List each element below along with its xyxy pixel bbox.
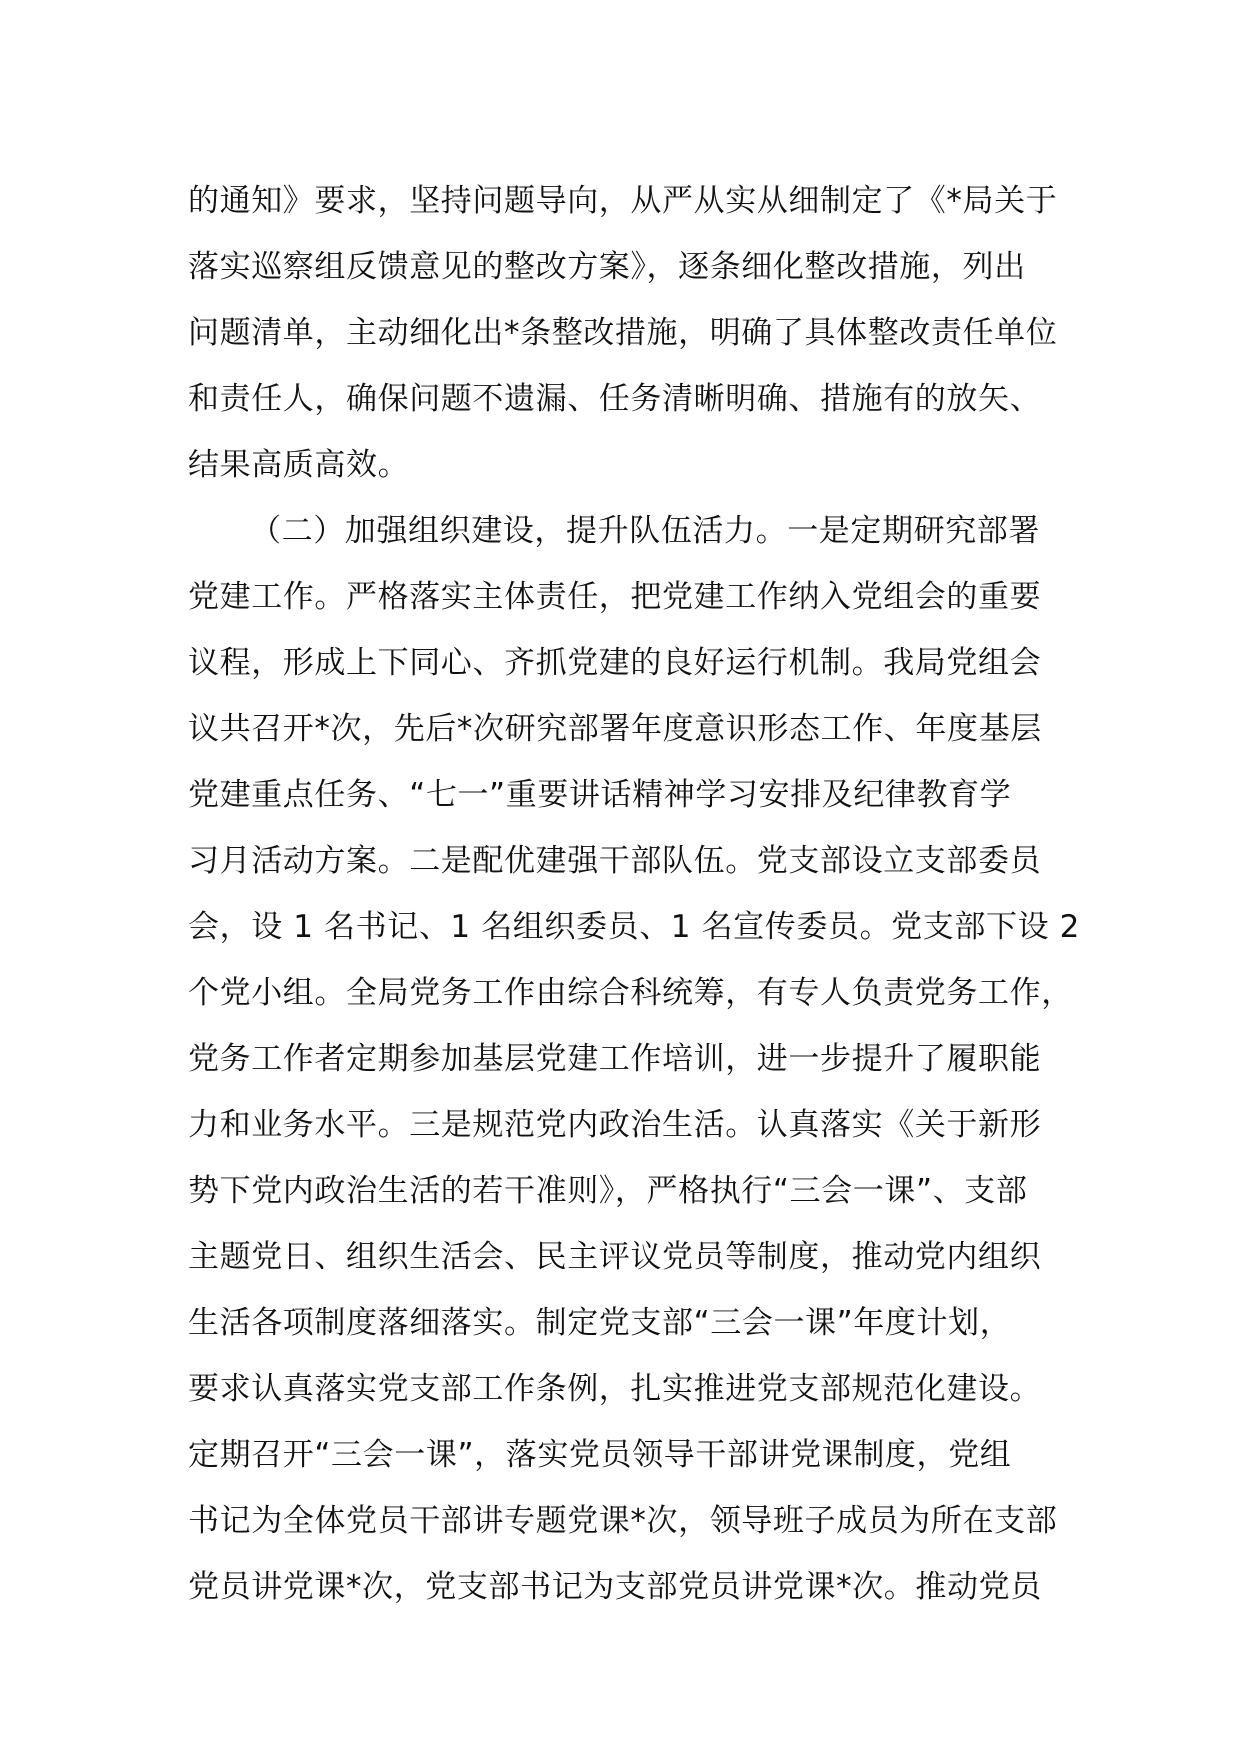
- text-line: 党员讲党课*次，党支部书记为支部党员讲党课*次。推动党员: [188, 1569, 1042, 1605]
- text-line: 落实巡察组反馈意见的整改方案》，逐条细化整改措施，列出: [188, 249, 1026, 285]
- text-line: 会，设 1 名书记、1 名组织委员、1 名宣传委员。党支部下设 2: [188, 909, 1080, 945]
- text-line: 习月活动方案。二是配优建强干部队伍。党支部设立支部委员: [188, 843, 1042, 879]
- text-line: 议共召开*次，先后*次研究部署年度意识形态工作、年度基层: [188, 711, 1042, 747]
- text-line: 势下党内政治生活的若干准则》，严格执行“三会一课”、支部: [188, 1173, 1028, 1209]
- text-line: 党建重点任务、“七一”重要讲话精神学习安排及纪律教育学: [188, 777, 1012, 813]
- text-line: 生活各项制度落细落实。制定党支部“三会一课”年度计划，: [188, 1305, 1012, 1341]
- document-body: [188, 168, 1080, 1620]
- text-line: 的通知》要求，坚持问题导向，从严从实从细制定了《*局关于: [188, 183, 1058, 219]
- section-heading-line: （二）加强组织建设，提升队伍活力。一是定期研究部署: [250, 513, 1040, 549]
- text-line: 党务工作者定期参加基层党建工作培训，进一步提升了履职能: [188, 1041, 1042, 1077]
- text-line: 个党小组。全局党务工作由综合科统筹，有专人负责党务工作，: [188, 975, 1073, 1011]
- text-line: 结果高质高效。: [188, 447, 410, 483]
- text-line: 党建工作。严格落实主体责任，把党建工作纳入党组会的重要: [188, 579, 1042, 615]
- text-line: 定期召开“三会一课”，落实党员领导干部讲党课制度，党组: [188, 1437, 1012, 1473]
- text-line: 问题清单，主动细化出*条整改措施，明确了具体整改责任单位: [188, 315, 1058, 351]
- text-line: 力和业务水平。三是规范党内政治生活。认真落实《关于新形: [188, 1107, 1042, 1143]
- text-line: 议程，形成上下同心、齐抓党建的良好运行机制。我局党组会: [188, 645, 1042, 681]
- text-line: 书记为全体党员干部讲专题党课*次，领导班子成员为所在支部: [188, 1503, 1058, 1539]
- text-line: 主题党日、组织生活会、民主评议党员等制度，推动党内组织: [188, 1239, 1042, 1275]
- text-line: 和责任人，确保问题不遗漏、任务清晰明确、措施有的放矢、: [188, 381, 1042, 417]
- text-line: 要求认真落实党支部工作条例，扎实推进党支部规范化建设。: [188, 1371, 1042, 1407]
